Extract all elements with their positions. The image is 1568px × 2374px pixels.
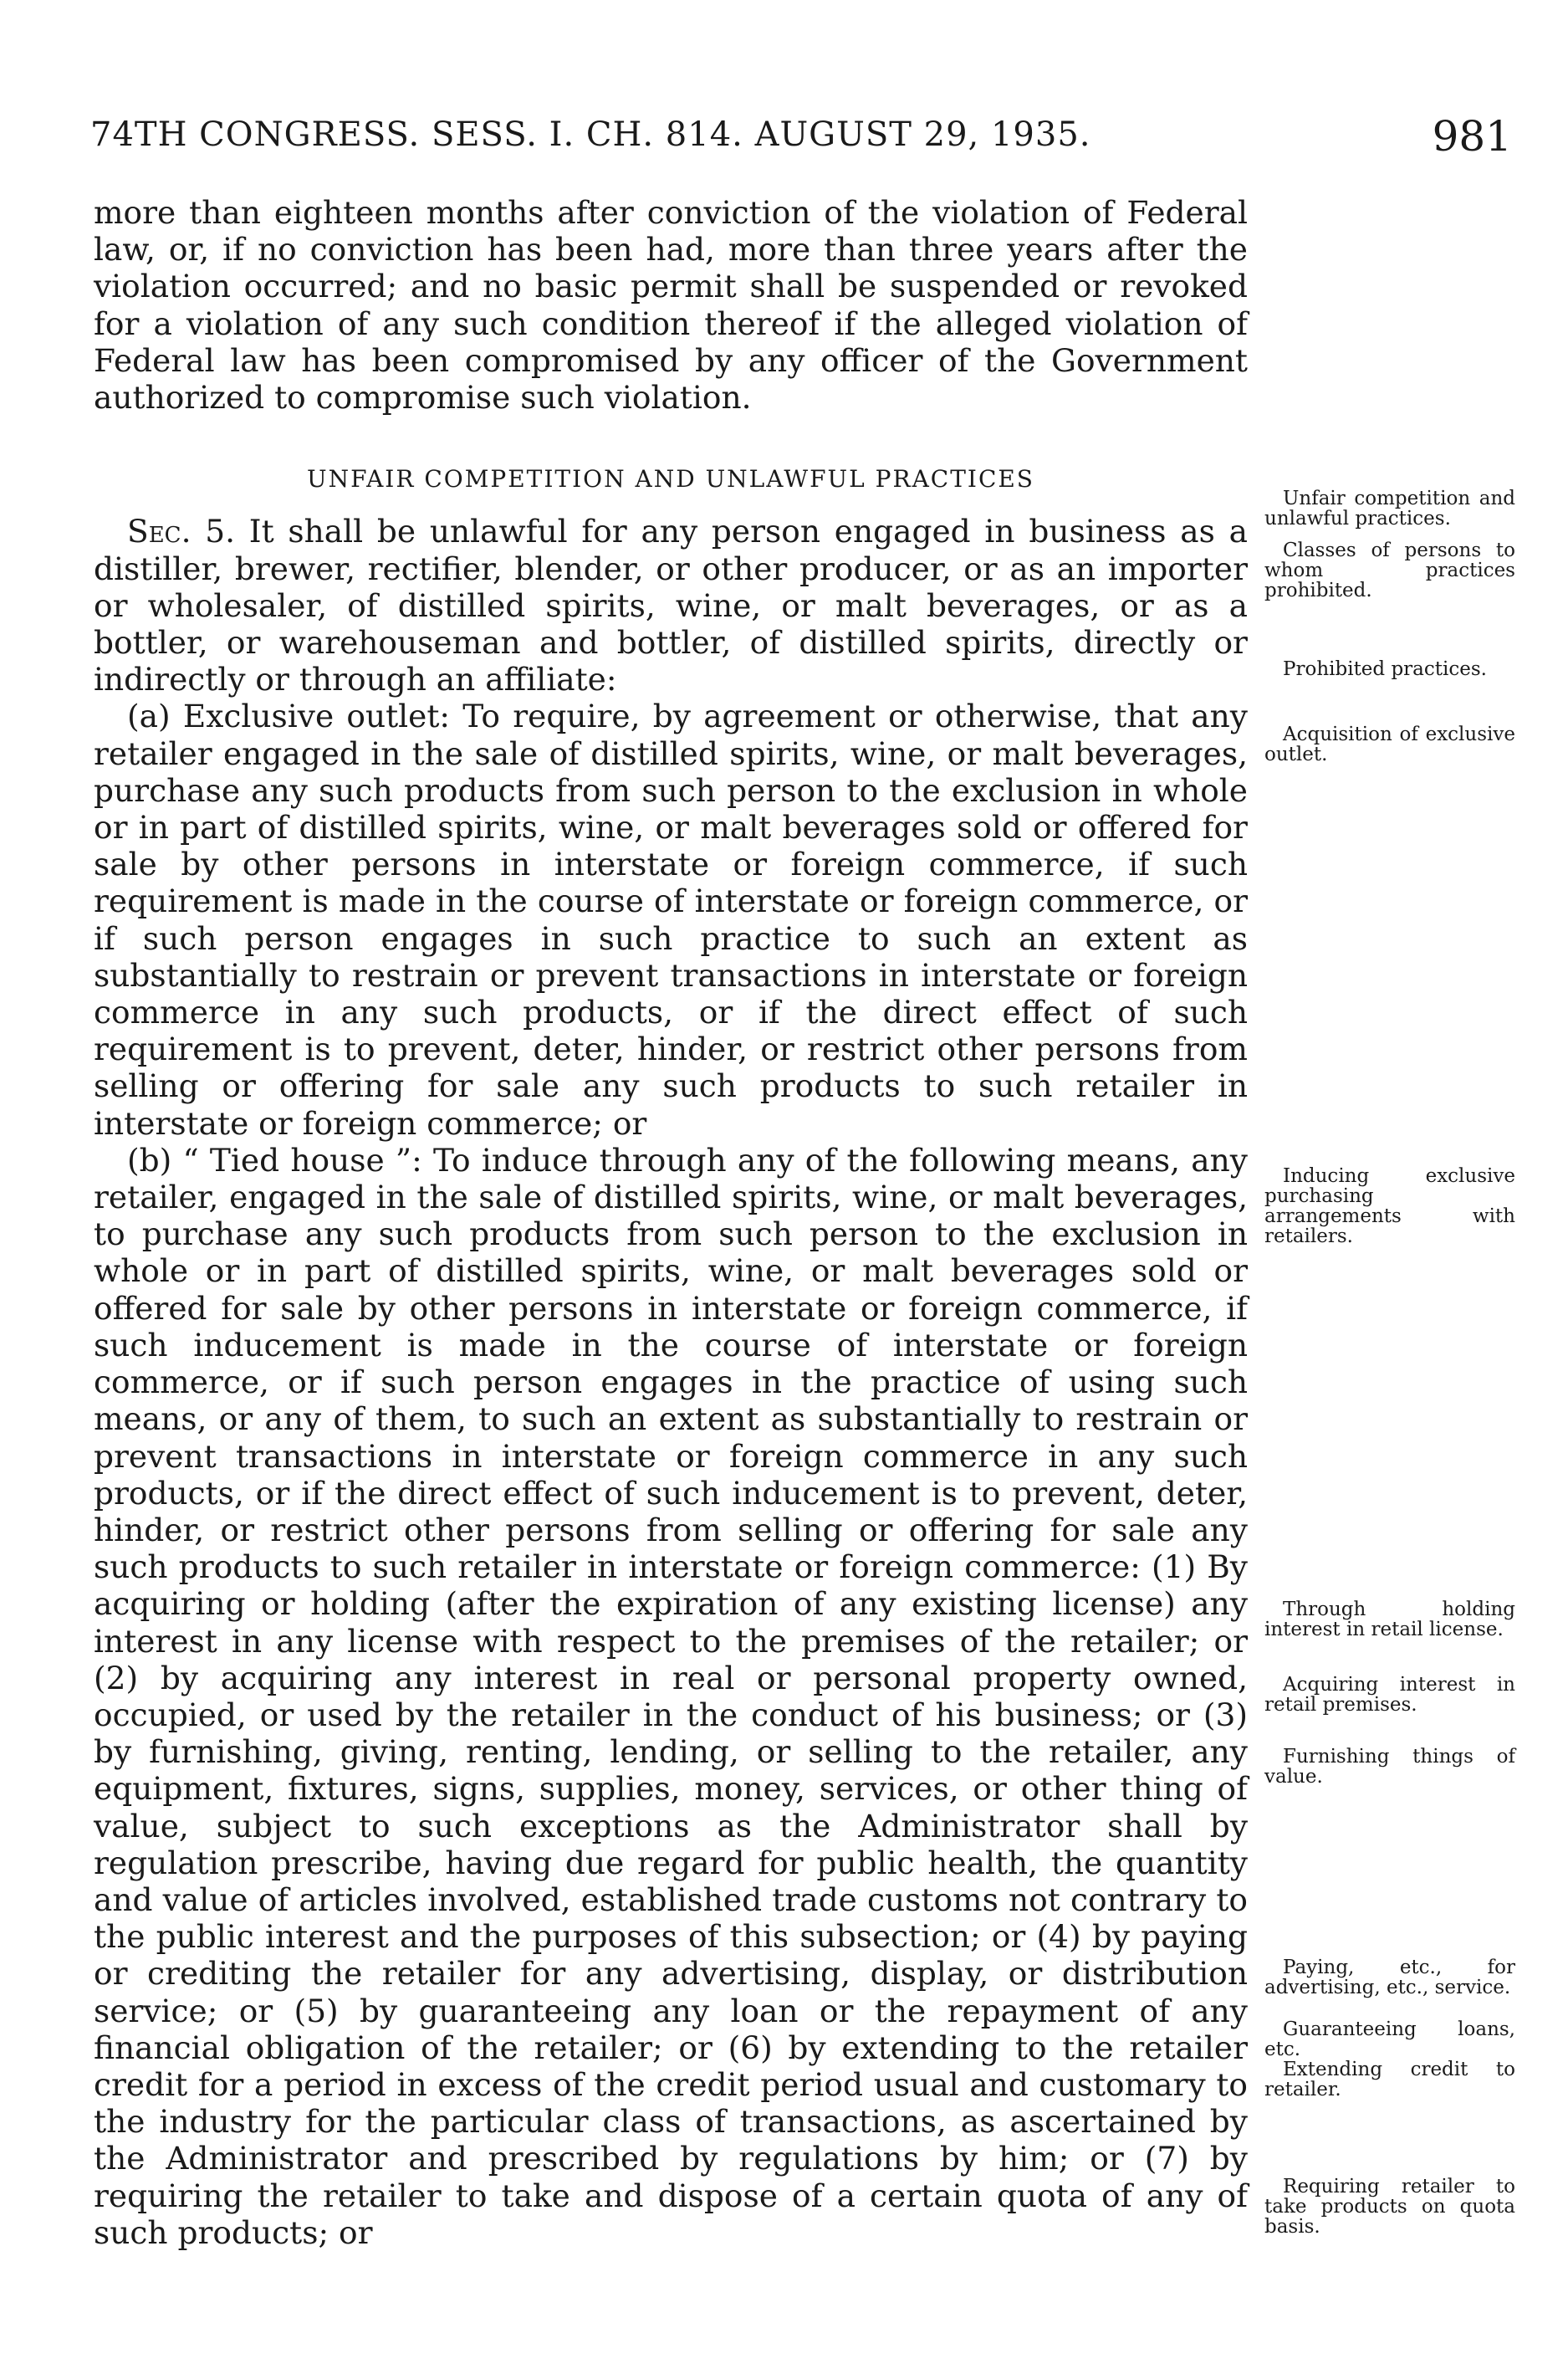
margin-note-quota-basis: Requiring retailer to take products on quota basis.	[1264, 2176, 1515, 2238]
section-5-paragraph	[94, 513, 1248, 698]
margin-note-inducing-exclusive: Inducing exclusive purchasing arrangements with retailers.	[1264, 1165, 1515, 1247]
page-header	[90, 112, 1512, 174]
margin-note-exclusive-outlet: Acquisition of exclusive outlet.	[1264, 724, 1515, 765]
margin-note-guaranteeing-loans: Guaranteeing loans, etc.	[1264, 2018, 1515, 2060]
section-label: Sec. 5.	[127, 513, 236, 550]
paragraph-a: (a) Exclusive outlet: To require, by agreement or otherwise, that any retailer engaged in the sale of distilled spirits, wine, or malt beverages, purchase any such products from such person to the exclusion in whole or in part of distilled spirits, wine, or malt beverages sold or offered for sale by other persons in interstate or foreign commerce, if such requirement is made in the course of interstate or foreign commerce, or if such person engages in such practice to such an extent as substantially to restrain or prevent transactions in interstate or foreign commerce in any such products, or if the direct effect of such requirement is to prevent, deter, hinder, or restrict other persons from selling or offering for sale any such products to such retailer in interstate or foreign commerce; or	[94, 698, 1248, 1142]
margin-note-furnishing-value: Furnishing things of value.	[1264, 1746, 1515, 1788]
margin-note-classes-of-persons: Classes of persons to whom practices prohibited.	[1264, 540, 1515, 601]
section-heading: UNFAIR COMPETITION AND UNLAWFUL PRACTICES	[306, 465, 1034, 494]
margin-note-prohibited-practices: Prohibited practices.	[1283, 658, 1487, 680]
margin-note-unfair-competition: Unfair competition and unlawful practices.	[1264, 488, 1515, 530]
margin-note-extending-credit: Extending credit to retailer.	[1264, 2059, 1515, 2100]
running-head: 74TH CONGRESS. SESS. I. CH. 814. AUGUST 29, 1935.	[90, 115, 1091, 154]
section-5-text: It shall be unlawful for any person engaged in business as a distiller, brewer, rectifier, blender, or other producer, or as an importer or wholesaler, of distilled spirits, wine, or malt beverages, or as a bottler, or warehouseman and bottler, of distilled spirits, directly or indirectly or through an affiliate:	[94, 513, 1248, 698]
margin-note-paying-advertising: Paying, etc., for advertising, etc., service.	[1264, 1957, 1515, 1998]
page-number: 981	[1432, 112, 1512, 161]
body-text	[94, 194, 1248, 2251]
opening-paragraph: more than eighteen months after conviction of the violation of Federal law, or, if no conviction has been had, more than three years after the violation occurred; and no basic permit shall be suspended or revoked for a violation of any such condition thereof if the alleged violation of Federal law has been compromised by any officer of the Government authorized to compromise such violation.	[94, 194, 1248, 417]
margin-note-holding-interest: Through holding interest in retail license.	[1264, 1599, 1515, 1640]
margin-note-retail-premises: Acquiring interest in retail premises.	[1264, 1674, 1515, 1716]
paragraph-b: (b) “ Tied house ”: To induce through any of the following means, any retailer, engaged in the sale of distilled spirits, wine, or malt beverages, to purchase any such products from such person to the exclusion in whole or in part of distilled spirits, wine, or malt beverages sold or offered for sale by other persons in interstate or foreign commerce, if such inducement is made in the course of interstate or foreign commerce, or if such person engages in the practice of using such means, or any of them, to such an extent as substantially to restrain or prevent transactions in interstate or foreign commerce in any such products, or if the direct effect of such inducement is to prevent, deter, hinder, or restrict other persons from selling or offering for sale any such products to such retailer in interstate or foreign commerce: (1) By acquiring or holding (after the expiration of any existing license) any interest in any license with respect to the premises of the retailer; or (2) by acquiring any interest in real or personal property owned, occupied, or used by the retailer in the conduct of his business; or (3) by furnishing, giving, renting, lending, or selling to the retailer, any equipment, fixtures, signs, supplies, money, services, or other thing of value, subject to such exceptions as the Administrator shall by regulation prescribe, having due regard for public health, the quantity and value of articles involved, established trade customs not contrary to the public interest and the purposes of this subsection; or (4) by paying or crediting the retailer for any advertising, display, or distribution service; or (5) by guaranteeing any loan or the repayment of any financial obligation of the retailer; or (6) by extending to the retailer credit for a period in excess of the credit period usual and customary to the industry for the particular class of transactions, as ascertained by the Administrator and prescribed by regulations by him; or (7) by requiring the retailer to take and dispose of a certain quota of any of such products; or	[94, 1141, 1248, 2251]
